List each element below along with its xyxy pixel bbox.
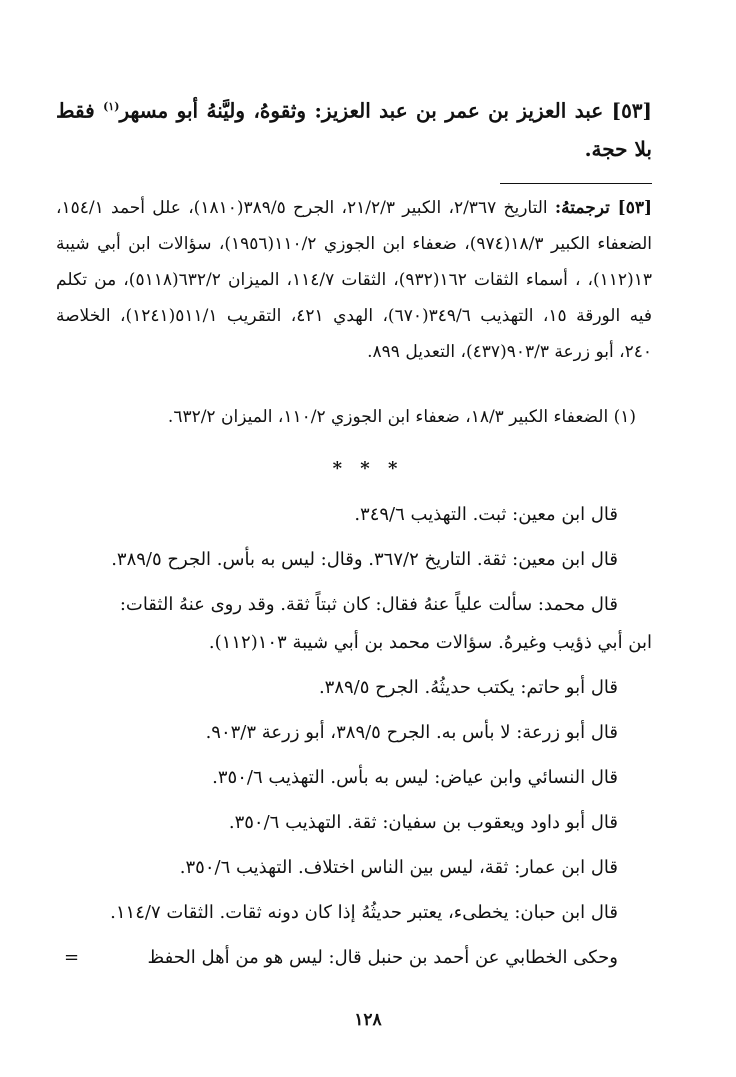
continuation-mark: = [64, 947, 80, 968]
biography-sources [56, 190, 652, 370]
section-separator: * * * [332, 458, 404, 479]
quote-line: قال أبو حاتم: يكتب حديثُهُ. الجرح ٣٨٩/٥. [318, 677, 618, 698]
footnote-text: (١) الضعفاء الكبير ١٨/٣، ضعفاء ابن الجوزي ١١٠/٢، الميزان ٦٣٢/٢. [167, 407, 636, 427]
footnote-divider [500, 183, 652, 184]
entry-heading [56, 88, 652, 168]
quote-line: قال ابن معين: ثبت. التهذيب ٣٤٩/٦. [354, 504, 618, 525]
narrator-quotes [56, 496, 652, 984]
footnote-reference: (١) [103, 100, 120, 113]
quote-line-continuation: ابن أبي ذؤيب وغيرهُ. سؤالات محمد بن أبي شيبة ١٠٣(١١٢). [208, 632, 652, 653]
quote-line: قال أبو زرعة: لا بأس به. الجرح ٣٨٩/٥، أبو زرعة ٩٠٣/٣. [205, 722, 618, 743]
quote-line: قال محمد: سألت علياً عنهُ فقال: كان ثبتاً ثقة. وقد روى عنهُ الثقات: [119, 594, 618, 615]
quote-line: قال ابن معين: ثقة. التاريخ ٣٦٧/٢. وقال: ليس به بأس. الجرح ٣٨٩/٥. [111, 549, 618, 570]
page-number: ١٢٨ [354, 1010, 382, 1030]
quote-last-text: وحكى الخطابي عن أحمد بن حنبل قال: ليس هو من أهل الحفظ [147, 947, 618, 968]
quote-line: قال أبو داود ويعقوب بن سفيان: ثقة. التهذيب ٣٥٠/٦. [228, 812, 618, 833]
biography-label: [٥٣] ترجمتهُ: [554, 198, 652, 218]
quote-line [56, 939, 652, 977]
heading-tail-text: فقط بلا حجة. [56, 98, 652, 161]
biography-text: التاريخ ٢/٣٦٧، الكبير ٢١/٢/٣، الجرح ٣٨٩/٥(١٨١٠)، علل أحمد ١٥٤/١، الضعفاء الكبير ١٨/٣(٩٧٤)، ضعفاء ابن الجوزي ١١٠/٢(١٩٥٦)، سؤالات ابن أبي شيبة ١٣(١١٢)، ، أسماء الثقات ١٦٢(٩٣٢)، الثقات ١١٤/٧، الميزان ٦٣٢/٢(٥١١٨)، من تكلم فيه الورقة ١٥، التهذيب ٣٤٩/٦(٦٧٠)، الهدي ٤٢١، التقريب ٥١١/١(١٢٤١)، الخلاصة ٢٤٠، أبو زرعة ٩٠٣/٣(٤٣٧)، التعديل ٨٩٩. [56, 198, 653, 362]
quote-line: قال ابن عمار: ثقة، ليس بين الناس اختلاف. التهذيب ٣٥٠/٦. [179, 857, 618, 878]
heading-main-text: [٥٣] عبد العزيز بن عمر بن عبد العزيز: وثقوهُ، وليَّنهُ أبو مسهر [119, 98, 653, 123]
quote-line: قال النسائي وابن عياض: ليس به بأس. التهذيب ٣٥٠/٦. [212, 767, 618, 788]
quote-line: قال ابن حبان: يخطىء، يعتبر حديثُهُ إذا كان دونه ثقات. الثقات ١١٤/٧. [110, 902, 618, 923]
